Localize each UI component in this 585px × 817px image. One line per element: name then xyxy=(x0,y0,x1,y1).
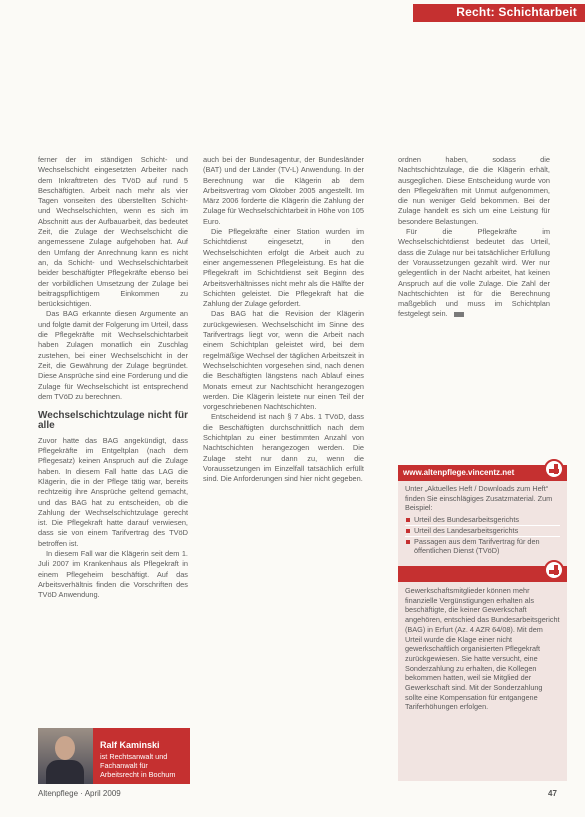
info-box-union xyxy=(398,566,567,781)
info-box-downloads xyxy=(398,465,567,580)
paragraph: Entscheidend ist nach § 7 Abs. 1 TVöD, dass die Beschäftigten durchschnittlich nach dem Schichtplan zu einer bestimmten Anzahl von Nachtschichten herangezogen werden. Die Zulage steht nur dann zu, wenn die Voraussetzungen im Einzelfall tatsächlich erfüllt sind. Die Anforderungen sind hier nicht gegeben. xyxy=(203,412,364,484)
paragraph: In diesem Fall war die Klägerin seit dem 1. Juli 2007 im Krankenhaus als Pflegekraft in einem Pflegeheim beschäftigt. Auf das Arbeitsverhältnis finden die Vorschriften des TVöD Anwendung. xyxy=(38,548,188,600)
text-column-3 xyxy=(398,155,550,320)
paragraph: ferner der im ständigen Schicht- und Wechselschicht eingesetzten Arbeiter nach dem Inkrafttreten des TVöD auf rund 5 Beschäftigten. Arbeit nach mehr als vier Tagen vonseiten des überstellten Schicht- und Wechselschichten, wenn es sich im Abschnitt aus der Aufbauarbeit, das bedeutet Zeit, die Zulage der Wechselschicht die angemessene Zulage aufgehoben hat. Auf den Umfang der Anrechnung kann es nicht an, da Schicht- und Wechselschichtarbeit beider beschäftigter Pflegekräfte ebenso bei der vorbildlichen Umsetzung der Zulage bei beitragspflichtigem Einkommen zu berücksichtigen. xyxy=(38,155,188,309)
list-item: Urteil des Bundesarbeitsgerichts xyxy=(405,515,560,525)
paragraph xyxy=(398,227,550,320)
footer-publication: Altenpflege · April 2009 xyxy=(38,789,121,798)
paragraph: Zuvor hatte das BAG angekündigt, dass Pflegekräfte im Entgeltplan (nach dem Pflegesatz) keinen Anspruch auf die Zulage haben. In diesem Fall hatte das LAG die Klägerin, die in der Pflege tätig war, bereits rechtzeitig ihre Ansprüche geltend gemacht, und das BAG hat zu entscheiden, ob die Zahlung der Wechselschichtzulage gerecht ist. Die Pflegekraft hatte darauf verwiesen, dass sie von einem Tarifvertrag des TVöD betroffen ist. xyxy=(38,435,188,548)
paragraph: Das BAG erkannte diesen Argumente an und folgte damit der Folgerung im Urteil, dass die Pflegekräfte mit Wechselschichtarbeit haben Zulagen monatlich ein Zuschlag zustehen, bei einer Wechselschicht in der Zeit, die Gewährung der Zulage begründet. Diese Ansprüche sind eine Forderung und die Zulage für Wechselschicht ist entsprechend dem TVöD zu berechnen. xyxy=(38,309,188,401)
author-role: ist Rechtsanwalt und Fachanwalt für Arbeitsrecht in Bochum xyxy=(100,752,176,779)
list-item: Passagen aus dem Tarifvertrag für den öffentlichen Dienst (TVöD) xyxy=(405,536,560,556)
paragraph: Die Pflegekräfte einer Station wurden im Schichtdienst eingesetzt, in den Wechselschichten erfolgt die Arbeit auch zu einer angemessenen Pflegeleistung. Es hat die Pflegekraft im Schichtdienst seit Beginn des Arbeitsverhältnisses nicht mehr als die Hälfte der Schichten geleistet. Die Pflegekraft hat die Zahlung der Zulage gefordert. xyxy=(203,227,364,309)
plus-icon xyxy=(544,560,564,580)
plus-icon xyxy=(544,459,564,479)
paragraph-text: Für die Pflegekräfte im Wechselschichtdienst bedeutet das Urteil, dass die Zulage nur bei tatsächlicher Erfüllung der Voraussetzungen gezahlt wird. Wer nur gelegentlich in der Nacht arbeitet, hat keinen Anspruch auf die volle Zulage. Die Zahl der Nachtschichten ist für die Berechnung maßgeblich und muss im Schichtplan festgelegt sein. xyxy=(398,227,550,319)
info-box-text: Gewerkschaftsmitglieder können mehr finanzielle Vergünstigungen erhalten als beschäftigte, die keiner Gewerkschaft angehören, entschied das Bundesarbeitsgericht (BAG) in Erfurt (Az. 4 AZR 64/08). Mit dem Urteil wurde die Klage einer nicht gewerkschaftlich organisierten Pflegekraft zurückgewiesen. Sie hatte versucht, eine Sonderzahlung zu erhalten, die Kollegen bekommen hatten, weil sie Mitglied der Gewerkschaft sind. Mit der Sonderzahlung sollte eine Kompensation für entgangene Tariferhöhungen erfolgen. xyxy=(405,586,560,712)
paragraph: Das BAG hat die Revision der Klägerin zurückgewiesen. Wechselschicht im Sinne des Tarifvertrags liegt vor, wenn die Arbeit nach einem Schichtplan geleistet wird, bei dem regelmäßige Wechsel der täglichen Arbeitszeit in Wechselschichten vorgesehen sind, nach denen die Beschäftigten längstens nach Ablauf eines Monats erneut zur Nachtschicht herangezogen werden. Die Klägerin leistete nur einen Teil der vorgeschriebenen Nachtschichten. xyxy=(203,309,364,412)
info-box-list xyxy=(405,515,560,556)
section-title: Recht: Schichtarbeit xyxy=(456,5,577,19)
author-photo xyxy=(38,728,93,784)
subheading: Wechselschichtzulage nicht für alle xyxy=(38,410,188,432)
page-number: 47 xyxy=(548,789,557,798)
author-name: Ralf Kaminski xyxy=(100,740,160,750)
info-box-url[interactable]: www.altenpflege.vincentz.net xyxy=(403,468,515,477)
author-box xyxy=(38,728,190,784)
paragraph: ordnen haben, sodass die Nachtschichtzulage, die die Klägerin erhält, ausgeglichen. Diese Entscheidung wurde von den Pflegekräften mit Unmut aufgenommen, die nun weniger Geld bekommen. Bei der Zulage handelt es sich um eine Leistung für besondere Belastungen. xyxy=(398,155,550,226)
info-box-header xyxy=(398,566,567,582)
section-header xyxy=(413,4,585,22)
text-column-2 xyxy=(203,155,364,485)
text-column-1 xyxy=(38,155,188,600)
info-box-intro: Unter „Aktuelles Heft / Downloads zum Heft“ finden Sie einschlägiges Zusatzmaterial. Zum Beispiel: xyxy=(405,484,553,513)
info-box-header xyxy=(398,465,567,481)
list-item: Urteil des Landesarbeitsgerichts xyxy=(405,525,560,536)
paragraph: auch bei der Bundesagentur, der Bundesländer (BAT) und der Länder (TV-L) Anwendung. In der Berechnung war die Klägerin ab dem Arbeitsvertrag vom Oktober 2005 angestellt. Im März 2006 forderte die Klägerin die Zahlung der Zulage für Wechselschichtarbeit in Höhe von 105 Euro. xyxy=(203,155,364,226)
end-mark-icon xyxy=(454,312,464,317)
